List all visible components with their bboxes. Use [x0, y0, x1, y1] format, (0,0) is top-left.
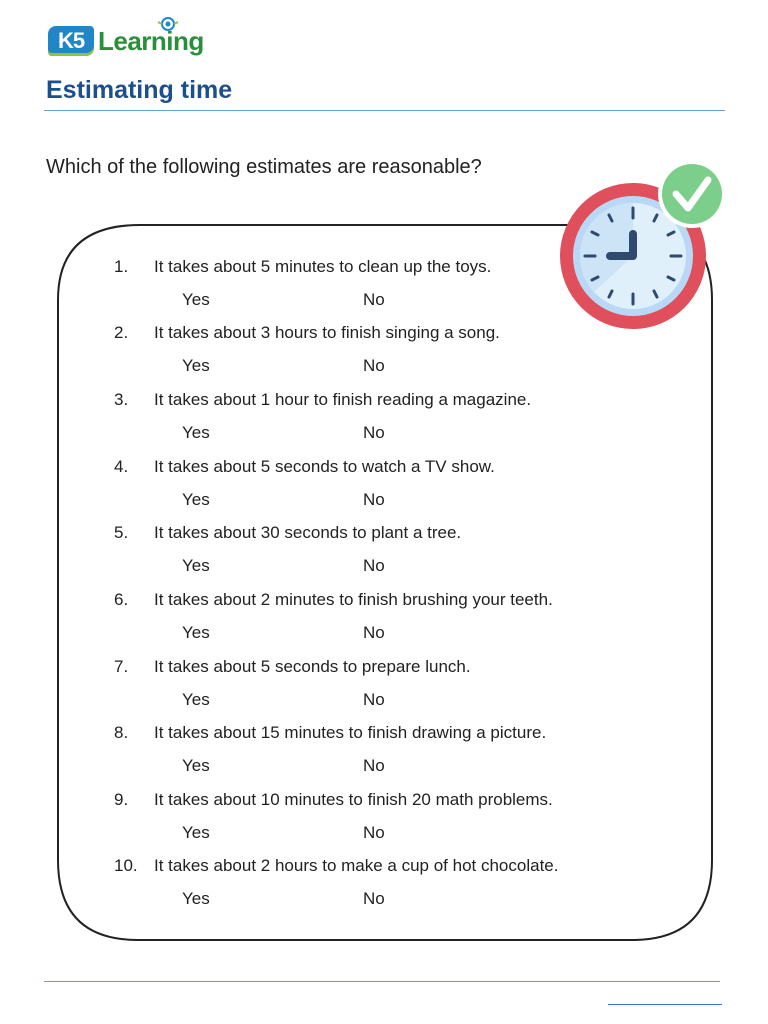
question-text: It takes about 3 hours to finish singing a song.	[154, 323, 500, 342]
question-text: It takes about 30 seconds to plant a tree.	[154, 523, 462, 542]
question-number: 5.	[114, 523, 129, 542]
answer-no-option[interactable]: No	[363, 823, 385, 842]
question-number: 4.	[114, 457, 129, 476]
clock-icon	[558, 156, 730, 334]
question-text: It takes about 15 minutes to finish drawing a picture.	[154, 723, 547, 742]
footer-divider	[44, 981, 720, 982]
answer-no-option[interactable]: No	[363, 690, 385, 709]
answer-no-option[interactable]: No	[363, 623, 385, 642]
answer-yes-option[interactable]: Yes	[182, 423, 210, 442]
answer-no-option[interactable]: No	[363, 356, 385, 375]
question-prompt: Which of the following estimates are reasonable?	[46, 156, 482, 178]
answer-no-option[interactable]: No	[363, 889, 385, 908]
question-number: 1.	[114, 257, 129, 276]
answer-yes-option[interactable]: Yes	[182, 623, 210, 642]
question-text: It takes about 2 hours to make a cup of hot chocolate.	[154, 856, 559, 875]
question-number: 6.	[114, 590, 129, 609]
question-text: It takes about 5 seconds to prepare lunch.	[154, 657, 471, 676]
answer-yes-option[interactable]: Yes	[182, 356, 210, 375]
question-text: It takes about 5 seconds to watch a TV show.	[154, 457, 495, 476]
answer-no-option[interactable]: No	[363, 290, 385, 309]
question-number: 2.	[114, 323, 129, 342]
answer-no-option[interactable]: No	[363, 490, 385, 509]
answer-no-option[interactable]: No	[363, 756, 385, 775]
question-number: 3.	[114, 390, 129, 409]
logo-k5-badge: K5	[48, 26, 94, 56]
question-text: It takes about 1 hour to finish reading a magazine.	[154, 390, 532, 409]
logo-wordmark: Learning	[98, 26, 204, 56]
page-title: Estimating time	[46, 76, 233, 104]
footer-link[interactable]	[608, 986, 722, 1005]
answer-yes-option[interactable]: Yes	[182, 823, 210, 842]
answer-yes-option[interactable]: Yes	[182, 690, 210, 709]
question-text: It takes about 5 minutes to clean up the toys.	[154, 257, 492, 276]
answer-yes-option[interactable]: Yes	[182, 556, 210, 575]
question-number: 10.	[114, 856, 138, 875]
question-text: It takes about 2 minutes to finish brushing your teeth.	[154, 590, 553, 609]
answer-yes-option[interactable]: Yes	[182, 756, 210, 775]
question-number: 8.	[114, 723, 129, 742]
answer-yes-option[interactable]: Yes	[182, 290, 210, 309]
question-number: 7.	[114, 657, 129, 676]
answer-yes-option[interactable]: Yes	[182, 889, 210, 908]
answer-yes-option[interactable]: Yes	[182, 490, 210, 509]
answer-no-option[interactable]: No	[363, 423, 385, 442]
question-text: It takes about 10 minutes to finish 20 math problems.	[154, 790, 553, 809]
question-number: 9.	[114, 790, 129, 809]
answer-no-option[interactable]: No	[363, 556, 385, 575]
